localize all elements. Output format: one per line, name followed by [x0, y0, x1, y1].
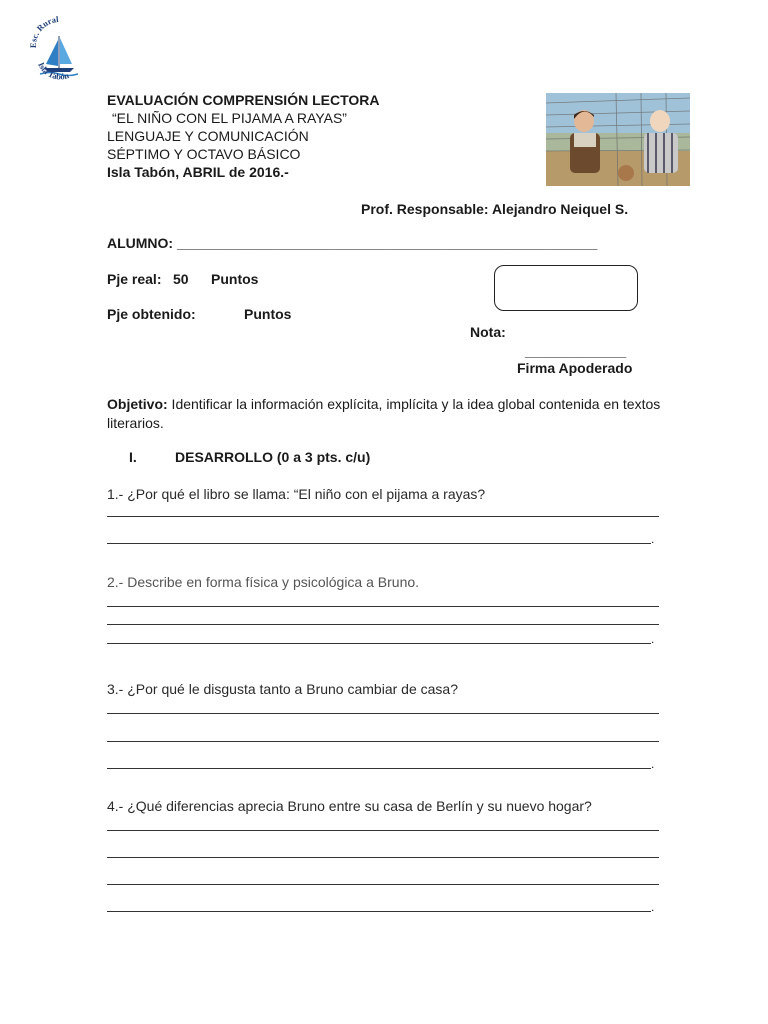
svg-text:Esc. Rural	[28, 14, 60, 48]
answer-line[interactable]	[107, 516, 659, 517]
grade-level: SÉPTIMO Y OCTAVO BÁSICO	[107, 146, 301, 162]
question-4: 4.- ¿Qué diferencias aprecia Bruno entre su casa de Berlín y su nuevo hogar?	[107, 798, 592, 814]
signature-label: Firma Apoderado	[517, 360, 633, 376]
document-title: EVALUACIÓN COMPRENSIÓN LECTORA	[107, 92, 380, 108]
answer-line[interactable]	[107, 911, 651, 912]
subject: LENGUAJE Y COMUNICACIÓN	[107, 128, 309, 144]
line-end-dot: .	[651, 900, 655, 914]
objective-label: Objetivo:	[107, 396, 168, 412]
answer-line[interactable]	[107, 830, 659, 831]
line-end-dot: .	[651, 757, 655, 771]
real-score-unit: Puntos	[211, 271, 259, 287]
question-2: 2.- Describe en forma física y psicológica a Bruno.	[107, 574, 420, 590]
logo-bottom-text: Isla Tabón	[36, 60, 71, 82]
real-score-label: Pje real:	[107, 271, 162, 287]
answer-line[interactable]	[107, 606, 659, 607]
answer-line[interactable]	[107, 543, 651, 544]
answer-line[interactable]	[107, 857, 659, 858]
section-number: I.	[129, 449, 137, 465]
grade-box[interactable]	[494, 265, 638, 311]
real-score-value: 50	[173, 271, 189, 287]
objective-paragraph	[107, 395, 667, 433]
book-cover-photo	[546, 93, 690, 186]
place-date: Isla Tabón, ABRIL de 2016.-	[107, 164, 289, 180]
obtained-score-label: Pje obtenido:	[107, 306, 196, 322]
book-title: “EL NIÑO CON EL PIJAMA A RAYAS”	[112, 110, 347, 126]
grade-label: Nota:	[470, 324, 506, 340]
teacher-name: Prof. Responsable: Alejandro Neiquel S.	[361, 201, 629, 217]
school-logo	[28, 14, 90, 86]
answer-line[interactable]	[107, 624, 659, 625]
answer-line[interactable]	[107, 884, 659, 885]
section-title: DESARROLLO (0 a 3 pts. c/u)	[175, 449, 371, 465]
obtained-score-unit: Puntos	[244, 306, 292, 322]
signature-line[interactable]: _____________	[525, 343, 627, 359]
question-1: 1.- ¿Por qué el libro se llama: “El niño con el pijama a rayas?	[107, 486, 486, 502]
answer-line[interactable]	[107, 643, 651, 644]
line-end-dot: .	[651, 632, 655, 646]
answer-line[interactable]	[107, 768, 651, 769]
line-end-dot: .	[651, 532, 655, 546]
logo-top-text: Esc. Rural	[28, 14, 59, 49]
answer-line[interactable]	[107, 741, 659, 742]
answer-line[interactable]	[107, 713, 659, 714]
student-name-field[interactable]: ALUMNO: ______________________________________________________	[107, 235, 598, 251]
question-3: 3.- ¿Por qué le disgusta tanto a Bruno cambiar de casa?	[107, 681, 458, 697]
objective-text: Identificar la información explícita, implícita y la idea global contenida en textos literarios.	[107, 396, 661, 431]
